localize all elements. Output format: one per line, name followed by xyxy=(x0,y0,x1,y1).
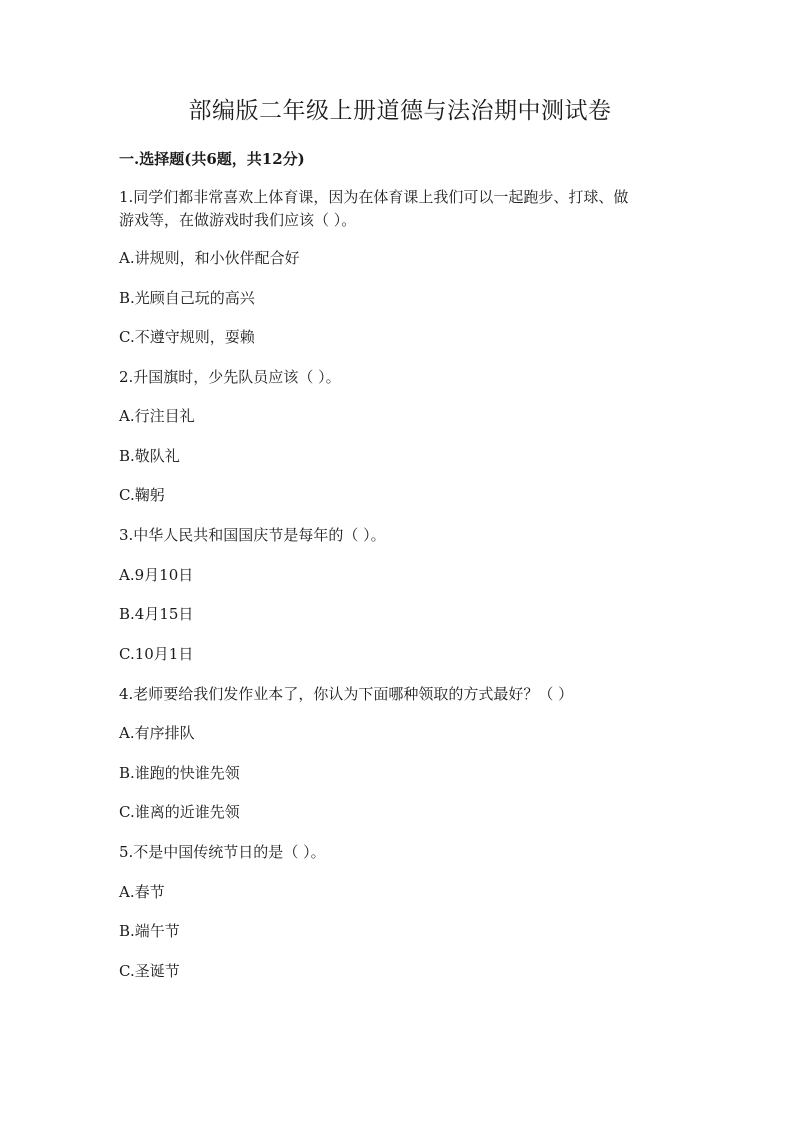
question-4-option-a: A.有序排队 xyxy=(119,724,195,742)
question-3-stem: 3.中华人民共和国国庆节是每年的（ ）。 xyxy=(119,526,386,544)
question-2-option-a: A.行注目礼 xyxy=(119,407,195,425)
question-4-stem: 4.老师要给我们发作业本了，你认为下面哪种领取的方式最好？（ ） xyxy=(119,685,574,703)
question-1-option-b: B.光顾自己玩的高兴 xyxy=(119,289,255,307)
page-title: 部编版二年级上册道德与法治期中测试卷 xyxy=(188,98,612,124)
question-2-stem: 2.升国旗时，少先队员应该（ ）。 xyxy=(119,368,341,386)
section-header: 一.选择题(共6题，共12分) xyxy=(119,150,305,168)
question-5-option-a: A.春节 xyxy=(119,883,165,901)
question-5-option-c: C.圣诞节 xyxy=(119,962,180,980)
question-2-option-c: C.鞠躬 xyxy=(119,486,165,504)
question-1-stem-line-2: 游戏等，在做游戏时我们应该（ ）。 xyxy=(119,211,357,229)
question-1-option-a: A.讲规则，和小伙伴配合好 xyxy=(119,249,300,267)
question-2-option-b: B.敬队礼 xyxy=(119,447,180,465)
question-5-option-b: B.端午节 xyxy=(119,922,180,940)
question-3-option-c: C.10月1日 xyxy=(119,645,194,663)
question-3-option-b: B.4月15日 xyxy=(119,605,194,623)
question-4-option-b: B.谁跑的快谁先领 xyxy=(119,764,240,782)
question-1-stem-line-1: 1.同学们都非常喜欢上体育课，因为在体育课上我们可以一起跑步、打球、做 xyxy=(119,188,629,206)
question-4-option-c: C.谁离的近谁先领 xyxy=(119,803,240,821)
question-3-option-a: A.9月10日 xyxy=(119,566,194,584)
question-5-stem: 5.不是中国传统节日的是（ ）。 xyxy=(119,843,326,861)
question-1-option-c: C.不遵守规则，耍赖 xyxy=(119,328,255,346)
